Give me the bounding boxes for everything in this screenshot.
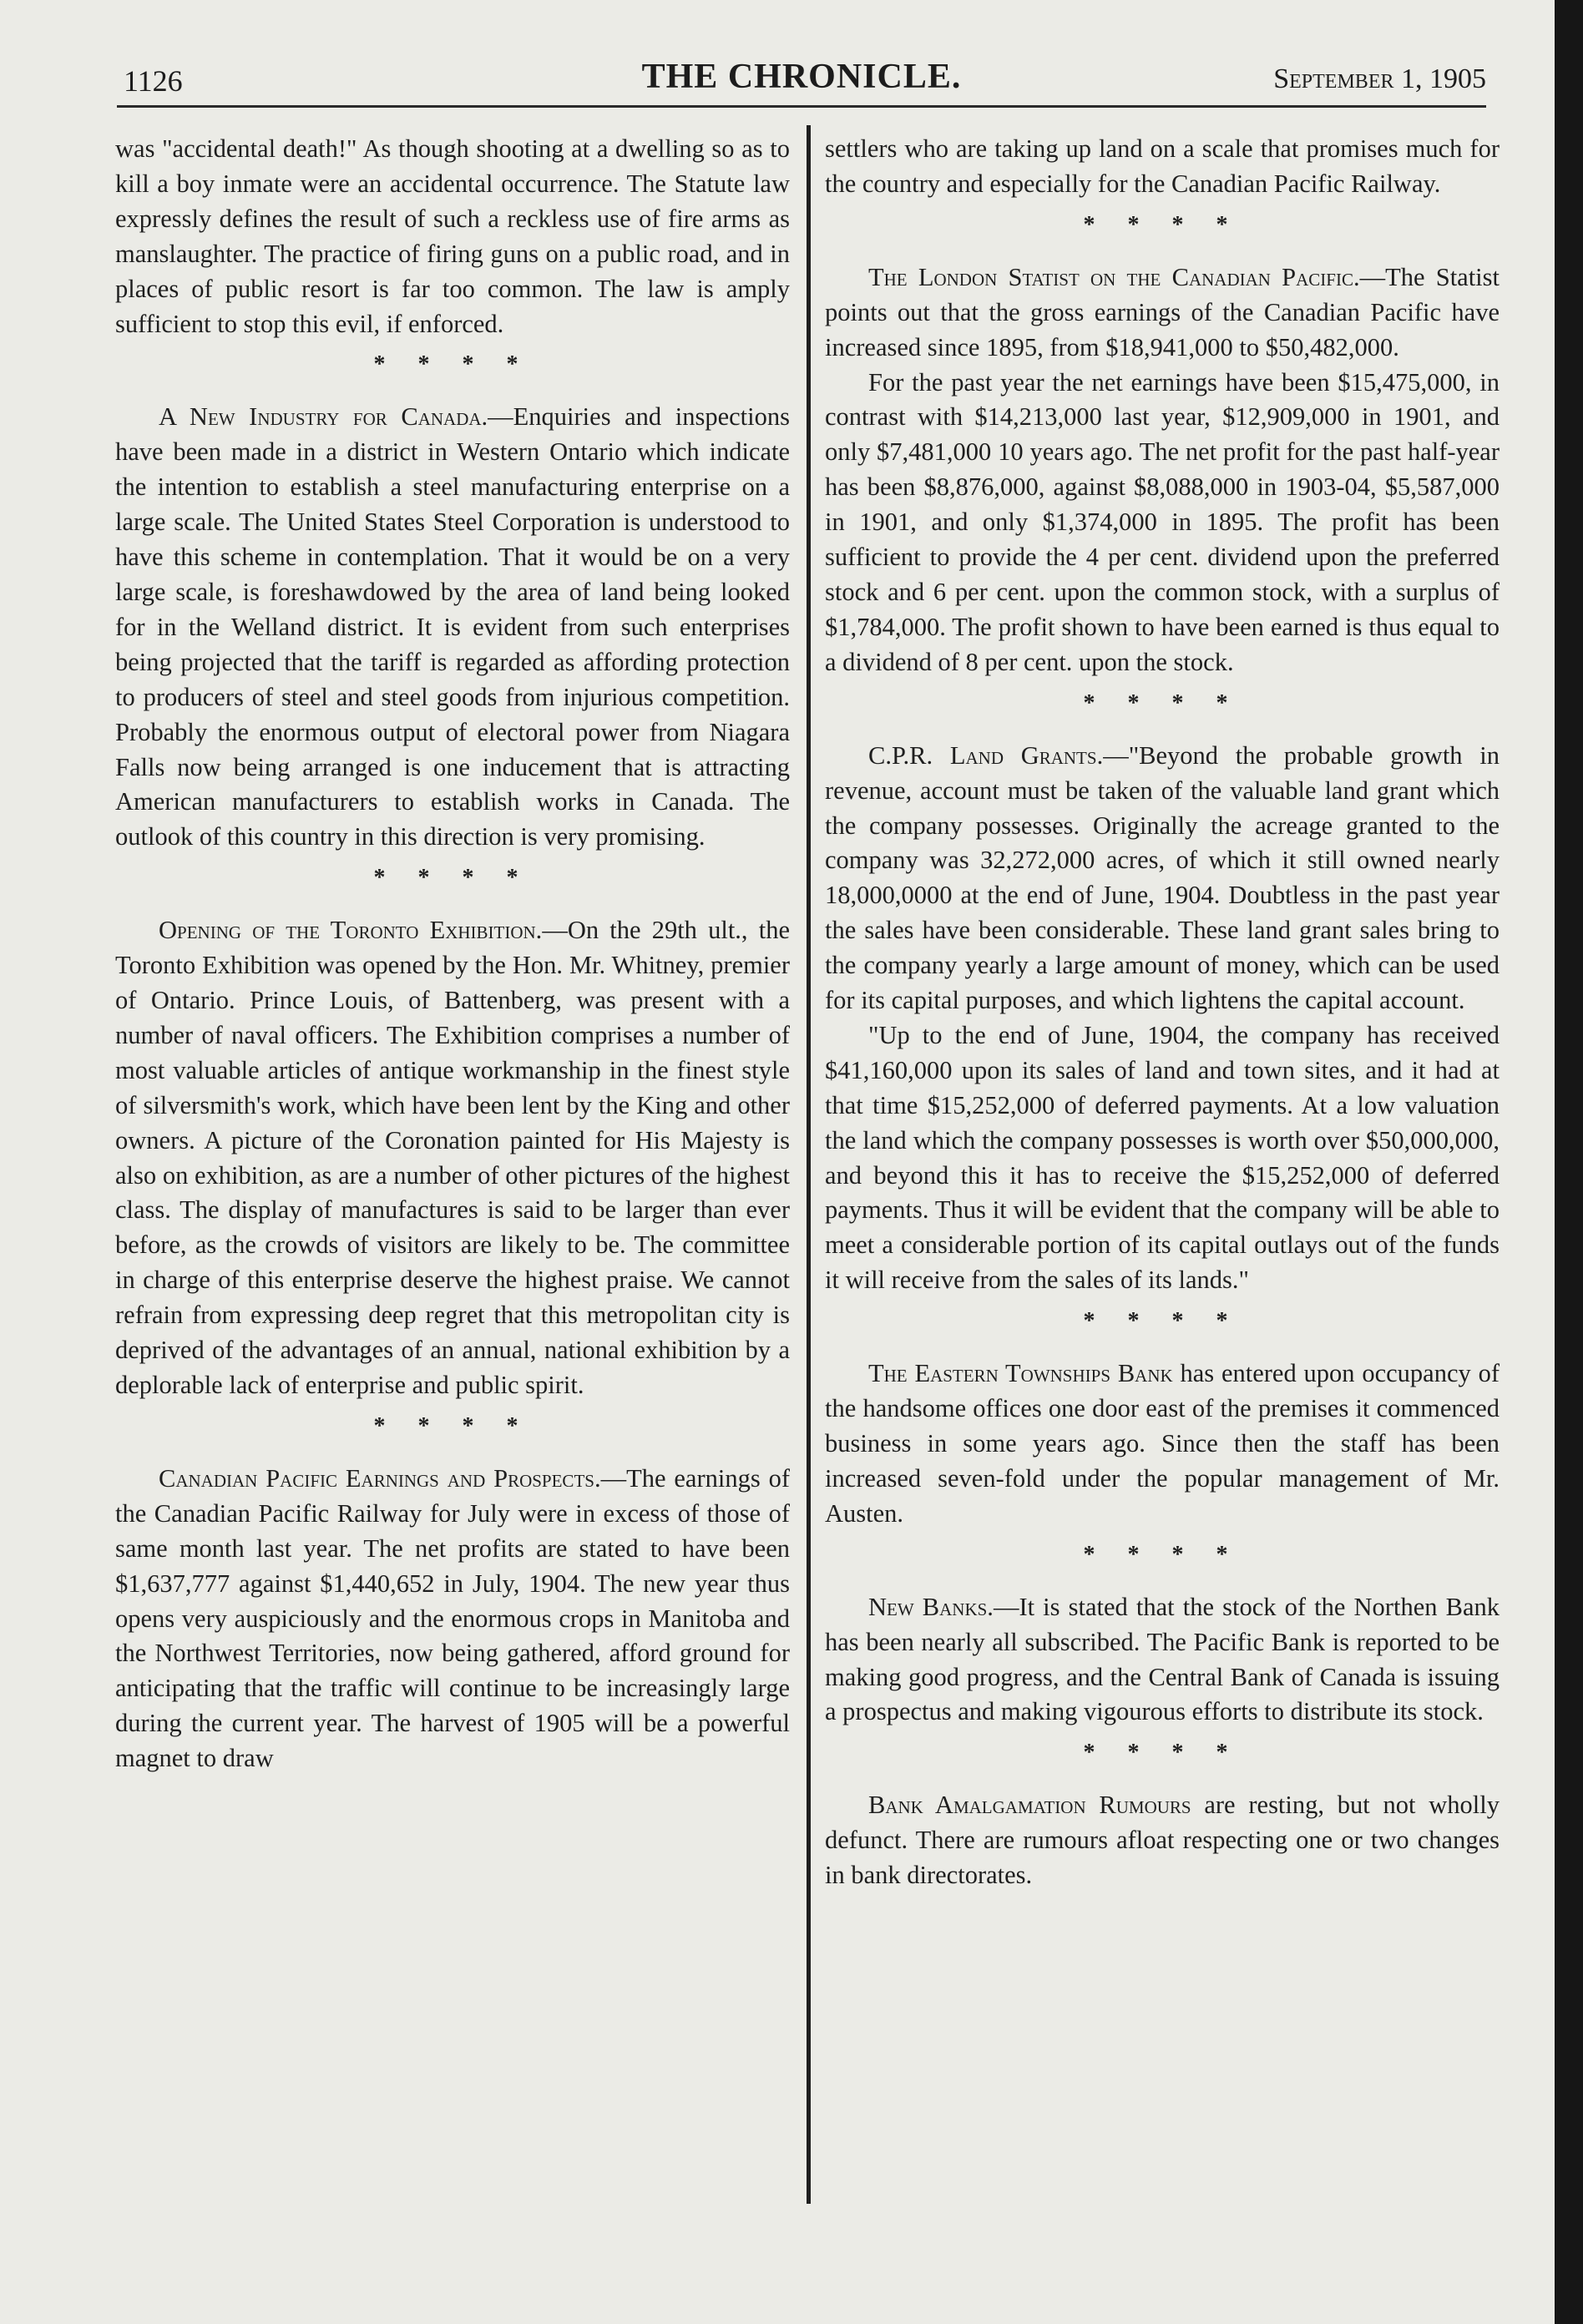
article-text: —The earnings of the Canadian Pacific Railway for July were in excess of those of same month last year. The net profits are stated to have been $1,637,777 against $1,440,652 in July, 1904. The new year thus opens very auspiciously and the enormous crops in Manitoba and the Northwest Territories, now being gathered, afford ground for anticipating that the traffic will continue to be increasingly large during the current year. The harvest of 1905 will be a powerful magnet to draw	[115, 1463, 790, 1773]
masthead-title: THE CHRONICLE.	[641, 58, 962, 96]
column-divider	[807, 125, 811, 2204]
section-separator: * * * *	[373, 865, 532, 892]
article-paragraph	[115, 913, 790, 1403]
scan-edge	[1555, 0, 1583, 2324]
article-heading: New Banks.	[868, 1592, 994, 1621]
article-heading: Bank Amalgamation Rumours	[868, 1791, 1191, 1820]
article-text: For the past year the net earnings have been $15,475,000, in contrast with $14,213,000 last year, $12,909,000 in 1901, and only $7,481,000 10 years ago. The net profit for the past half-year has been $8,876,000, against $8,088,000 in 1903-04, $5,587,000 in 1901, and only $1,374,000 in 1895. The profit has been sufficient to provide the 4 per cent. dividend upon the preferred stock and 6 per cent. upon the common stock, with a surplus of $1,784,000. The profit shown to have been earned is thus equal to a dividend of 8 per cent. upon the stock.	[825, 367, 1500, 676]
section-separator: * * * *	[1083, 690, 1242, 716]
article-paragraph	[825, 1018, 1500, 1298]
article-paragraph	[115, 400, 790, 855]
right-column	[825, 132, 1500, 2219]
article-paragraph	[825, 739, 1500, 1018]
article-text: has entered upon occupancy of the handsome offices one door east of the premises it commenced business in some years ago. Since then the staff has been increased seven-fold under the popular management of Mr. Austen.	[825, 1359, 1500, 1528]
section-separator: * * * *	[373, 1412, 532, 1439]
left-column	[115, 132, 790, 2219]
article-text: settlers who are taking up land on a scale that promises much for the country and especially for the Canadian Pacific Railway.	[825, 134, 1500, 198]
article-text: —Enquiries and inspections have been made in a district in Western Ontario which indicate the intention to establish a steel manufacturing enterprise on a large scale. The United States Steel Corporation is understood to have this scheme in contemplation. That it would be on a very large scale, is foreshawdowed by the area of land being looked for in the Welland district. It is evident from such enterprises being projected that the tariff is regarded as affording protection to producers of steel and steel goods from injurious competition. Probably the enormous output of electoral power from Niagara Falls now being arranged is one inducement that is attracting American manufacturers to establish works in Canada. The outlook of this country in this direction is very promising.	[115, 402, 790, 851]
section-separator: * * * *	[1083, 211, 1242, 238]
article-paragraph	[115, 132, 790, 341]
section-separator: * * * *	[1083, 1740, 1242, 1766]
article-heading: The Eastern Townships Bank	[868, 1359, 1173, 1388]
article-heading: Canadian Pacific Earnings and Prospects.	[159, 1463, 601, 1493]
article-paragraph	[115, 1462, 790, 1776]
article-text: are resting, but not wholly defunct. There are rumours afloat respecting one or two changes in bank directorates.	[825, 1791, 1500, 1890]
article-text: —It is stated that the stock of the Northen Bank has been nearly all subscribed. The Pacific Bank is reported to be making good progress, and the Central Bank of Canada is issuing a prospectus and making vigourous efforts to distribute its stock.	[825, 1592, 1500, 1726]
article-paragraph	[825, 1788, 1500, 1893]
article-heading: C.P.R. Land Grants.	[868, 740, 1104, 770]
page-header	[117, 52, 1486, 102]
section-separator: * * * *	[1083, 1541, 1242, 1568]
article-paragraph	[825, 366, 1500, 680]
article-heading: The London Statist on the Canadian Pacific.	[868, 262, 1360, 291]
page-number: 1126	[124, 64, 183, 98]
article-text: was "accidental death!" As though shooting at a dwelling so as to kill a boy inmate were an accidental occurrence. The Statute law expressly defines the result of such a reckless use of fire arms as manslaughter. The practice of firing guns on a public road, and in places of public resort is far too common. The law is amply sufficient to stop this evil, if enforced.	[115, 134, 790, 338]
article-text: —The Statist points out that the gross earnings of the Canadian Pacific have increased since 1895, from $18,941,000 to $50,482,000.	[825, 262, 1500, 361]
article-paragraph	[825, 132, 1500, 202]
article-heading: Opening of the Toronto Exhibition.	[159, 916, 543, 945]
article-paragraph	[825, 260, 1500, 366]
section-separator: * * * *	[373, 351, 532, 378]
section-separator: * * * *	[1083, 1308, 1242, 1335]
article-text: —On the 29th ult., the Toronto Exhibition was opened by the Hon. Mr. Whitney, premier of Ontario. Prince Louis, of Battenberg, was present with a number of naval officers. The Exhibition comprises a number of most valuable articles of antique workmanship in the finest style of silversmith's work, which have been lent by the King and other owners. A picture of the Coronation painted for His Majesty is also on exhibition, as are a number of other pictures of the highest class. The display of manufactures is said to be larger than ever before, as the crowds of visitors are likely to be. The committee in charge of this enterprise deserve the highest praise. We cannot refrain from expressing deep regret that this metropolitan city is deprived of the advantages of an annual, national exhibition by a deplorable lack of enterprise and public spirit.	[115, 916, 790, 1399]
article-paragraph	[825, 1590, 1500, 1730]
article-heading: A New Industry for Canada.	[159, 402, 488, 432]
header-rule	[117, 105, 1486, 108]
article-text: —"Beyond the probable growth in revenue, account must be taken of the valuable land grant which the company possesses. Originally the acreage granted to the company was 32,272,000 acres, of which it still owned nearly 18,000,0000 at the end of June, 1904. Doubtless in the past year the sales have been considerable. These land grant sales bring to the company yearly a large amount of money, which can be used for its capital purposes, and which lightens the capital account.	[825, 740, 1500, 1015]
article-paragraph	[825, 1357, 1500, 1532]
article-text: "Up to the end of June, 1904, the company has received $41,160,000 upon its sales of land and town sites, and it had at that time $15,252,000 of deferred payments. At a low valuation the land which the company possesses is worth over $50,000,000, and beyond this it has to receive the $15,252,000 of deferred payments. Thus it will be evident that the company will be able to meet a considerable portion of its capital outlays out of the funds it will receive from the sales of its lands."	[825, 1020, 1500, 1295]
issue-date: September 1, 1905	[1273, 63, 1486, 94]
